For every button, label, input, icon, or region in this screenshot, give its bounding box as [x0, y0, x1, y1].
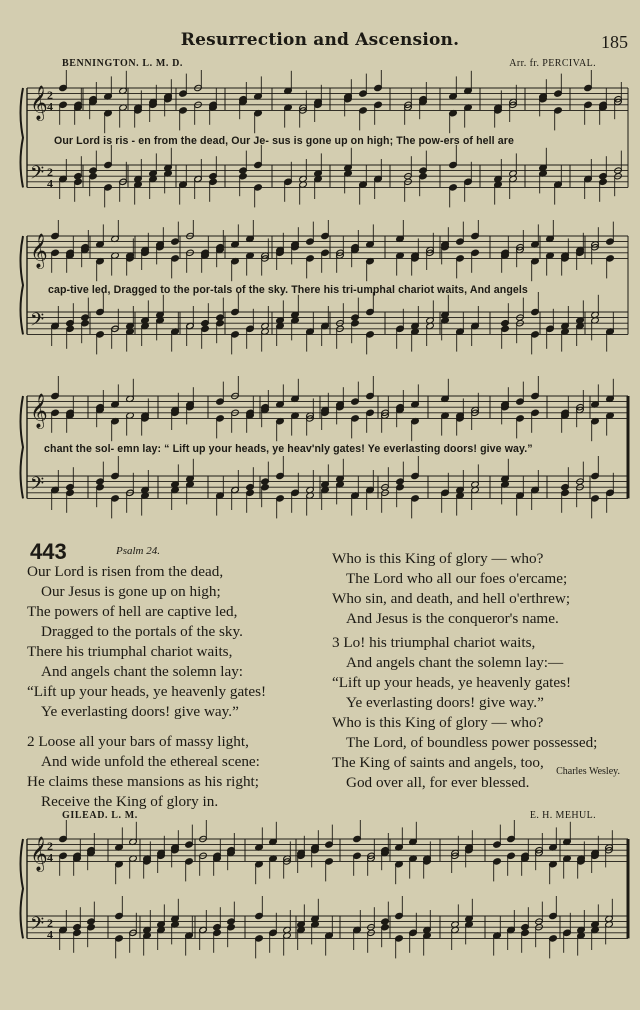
verse-line: And Jesus is the conqueror's name.	[346, 610, 559, 627]
verse-line: The Lord, of boundless power possessed;	[346, 734, 598, 751]
treble-clef: 𝄞	[30, 836, 48, 872]
verse-line: “Lift up your heads, ye heavenly gates!	[332, 674, 572, 691]
bass-clef: 𝄢	[30, 309, 45, 335]
bass-clef: 𝄢	[30, 913, 45, 939]
time-signature: 2	[47, 916, 53, 931]
verse-line: “Lift up your heads, ye heavenly gates!	[27, 683, 267, 700]
verse-line: Dragged to the portals of the sky.	[41, 623, 243, 640]
verse-line: Our Jesus is gone up on high;	[41, 583, 221, 600]
time-signature: 4	[47, 176, 53, 191]
treble-clef: 𝄞	[30, 233, 48, 269]
time-signature: 4	[47, 99, 53, 114]
verse-line: Receive the King of glory in.	[41, 793, 219, 810]
verses-left-column	[27, 562, 327, 812]
time-signature: 2	[47, 165, 53, 180]
psalm-reference: Psalm 24.	[116, 545, 160, 557]
music-system-3	[0, 375, 640, 535]
time-signature: 4	[47, 927, 53, 942]
lyric-line-3: chant the sol- emn lay: “ Lift up your heads, ye heav'nly gates! Ye everlasting doors! give way.”	[44, 443, 533, 455]
system-brace	[21, 396, 24, 498]
verse-line: The Lord who all our foes o'ercame;	[346, 570, 568, 587]
verse-line: Ye everlasting doors! give way.”	[346, 694, 544, 711]
verse-line: There his triumphal chariot waits,	[27, 643, 233, 660]
tune-name: BENNINGTON. L. M. D.	[62, 58, 183, 69]
verse-line: The powers of hell are captive led,	[27, 603, 238, 620]
treble-clef: 𝄞	[30, 85, 48, 121]
verse-line: Who sin, and death, and hell o'erthrew;	[332, 590, 571, 607]
bass-clef: 𝄢	[30, 162, 45, 188]
verse-line: The King of saints and angels, too,	[332, 754, 544, 771]
verse-line: God over all, for ever blessed.	[346, 774, 530, 791]
verses-right-column	[332, 549, 632, 793]
tune-attribution: Arr. fr. PERCIVAL.	[509, 58, 596, 69]
music-system-4	[0, 820, 640, 970]
verse-line: 2 Loose all your bars of massy light,	[27, 733, 249, 750]
time-signature: 4	[47, 850, 53, 865]
verse-line: He claims these mansions as his right;	[27, 773, 259, 790]
verse-line: Who is this King of glory — who?	[332, 550, 544, 567]
lyric-line-1: Our Lord is ris - en from the dead, Our Je- sus is gone up on high; The pow-ers of hell are	[54, 135, 514, 147]
lyric-line-2: cap-tive led, Dragged to the por-tals of the sky. There his tri-umphal chariot waits, And angels	[48, 284, 528, 296]
verse-line: 3 Lo! his triumphal chariot waits,	[332, 634, 536, 651]
running-head: Resurrection and Ascension.	[180, 30, 460, 50]
verse-line: And angels chant the solemn lay:	[41, 663, 244, 680]
tune-name: GILEAD. L. M.	[62, 810, 138, 821]
verse-line: And angels chant the solemn lay:—	[346, 654, 564, 671]
page-number: 185	[601, 32, 628, 52]
system-brace	[21, 88, 24, 187]
time-signature: 2	[47, 88, 53, 103]
hymn-author: Charles Wesley.	[556, 766, 620, 777]
tune-attribution: E. H. MEHUL.	[529, 810, 596, 821]
treble-clef: 𝄞	[30, 393, 48, 429]
verse-line: Ye everlasting doors! give way.”	[41, 703, 239, 720]
system-brace	[21, 236, 24, 334]
verse-line: Who is this King of glory — who?	[332, 714, 544, 731]
verse-line: Our Lord is risen from the dead,	[27, 563, 224, 580]
bass-clef: 𝄢	[30, 473, 45, 499]
system-brace	[21, 839, 24, 938]
time-signature: 2	[47, 839, 53, 854]
hymn-number: 443	[30, 539, 67, 564]
verse-line: And wide unfold the ethereal scene:	[41, 753, 260, 770]
